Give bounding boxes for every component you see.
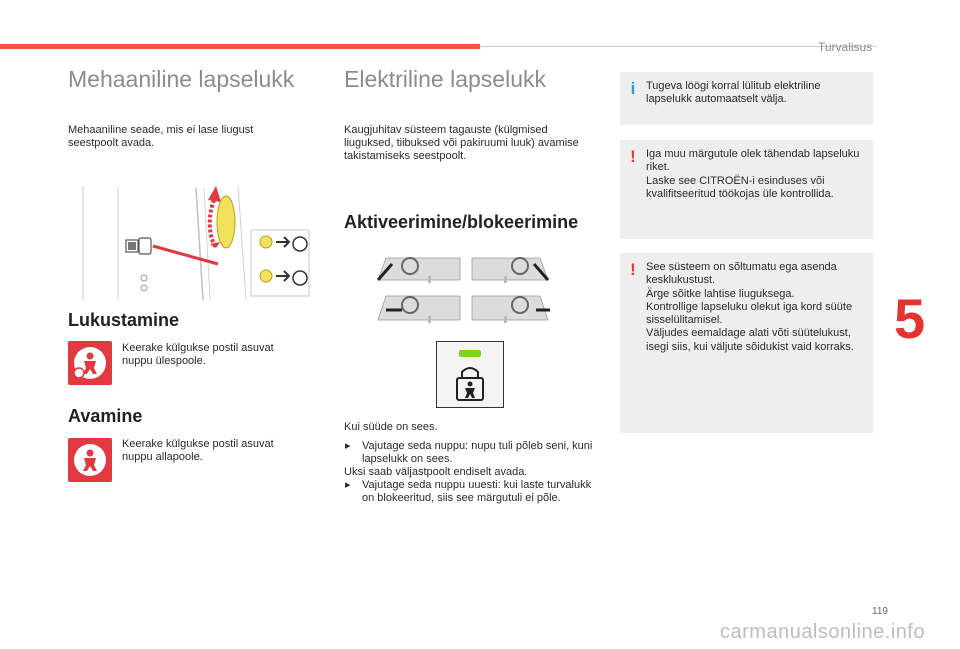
ignition-text: Kui süüde on sees. [344, 421, 438, 433]
steps [344, 440, 594, 505]
door-diagram [372, 250, 552, 330]
child-unlock-icon [68, 438, 112, 482]
middle-title: Elektriline lapselukk [344, 66, 546, 92]
child-lock-icon [453, 364, 487, 402]
unlock-heading: Avamine [68, 406, 143, 426]
footer-watermark: carmanualsonline.info [720, 621, 926, 643]
middle-intro: Kaugjuhitav süsteem tagauste (külgmised liuguksed, tiibuksed või pakiruumi luuk) avamise takistamiseks seestpoolt. [344, 124, 579, 162]
page-number: 119 [872, 606, 888, 617]
step-2: ▸ Vajutage seda nuppu uuesti: kui laste turvalukk on blokeeritud, siis see märgutuli ei põle. [345, 479, 592, 504]
info-note [620, 72, 873, 125]
left-title: Mehaaniline lapselukk [68, 66, 295, 92]
unlock-text: Keerake külgukse postil asuvat nuppu allapoole. [122, 438, 274, 463]
child-lock-switch [436, 341, 504, 408]
chapter-number: 5 [894, 287, 926, 350]
mechanical-lock-illustration [68, 180, 310, 302]
note-line: Tugeva löögi korral lülitub elektriline lapselukk automaatselt välja. [646, 80, 821, 106]
bullet-icon: ▸ [345, 440, 351, 452]
header-accent-bar [0, 44, 480, 49]
note-line: Ärge sõitke lahtise liuguksega. [646, 287, 795, 300]
warning-icon: ! [630, 260, 636, 279]
note-line: Kontrollige lapseluku olekut iga kord süüte sisselülitamisel. [646, 300, 853, 327]
note-line: Iga muu märgutule olek tähendab lapseluku riket. [646, 148, 860, 174]
warning-icon: ! [630, 147, 636, 166]
lock-text: Keerake külgukse postil asuvat nuppu ülespoole. [122, 342, 274, 367]
warning-note-2 [620, 253, 873, 433]
led-indicator [459, 350, 481, 357]
child-lock-icon [68, 341, 112, 385]
lock-heading: Lukustamine [68, 310, 180, 330]
left-intro: Mehaaniline seade, mis ei lase liugust seestpoolt avada. [68, 124, 254, 149]
note-line: Laske see CITROËN-i esinduses või kvalifitseeritud töökojas üle kontrollida. [646, 174, 834, 200]
section-title: Turvalisus [818, 40, 873, 54]
bullet-icon: ▸ [345, 479, 351, 491]
step-1: ▸ Vajutage seda nuppu: nupu tuli põleb seni, kuni lapselukk on sees. [345, 440, 593, 465]
note-line: See süsteem on sõltumatu ega asenda kesklukustust. [646, 261, 837, 287]
step-1-note: Uksi saab väljastpoolt endiselt avada. [344, 466, 528, 478]
note-line: Väljudes eemaldage alati võti süütelukust, isegi siis, kui väljute sõidukist vaid korraks. [646, 327, 854, 353]
warning-note-1 [620, 140, 873, 239]
info-icon: i [630, 79, 636, 98]
activation-heading: Aktiveerimine/blokeerimine [344, 212, 579, 232]
